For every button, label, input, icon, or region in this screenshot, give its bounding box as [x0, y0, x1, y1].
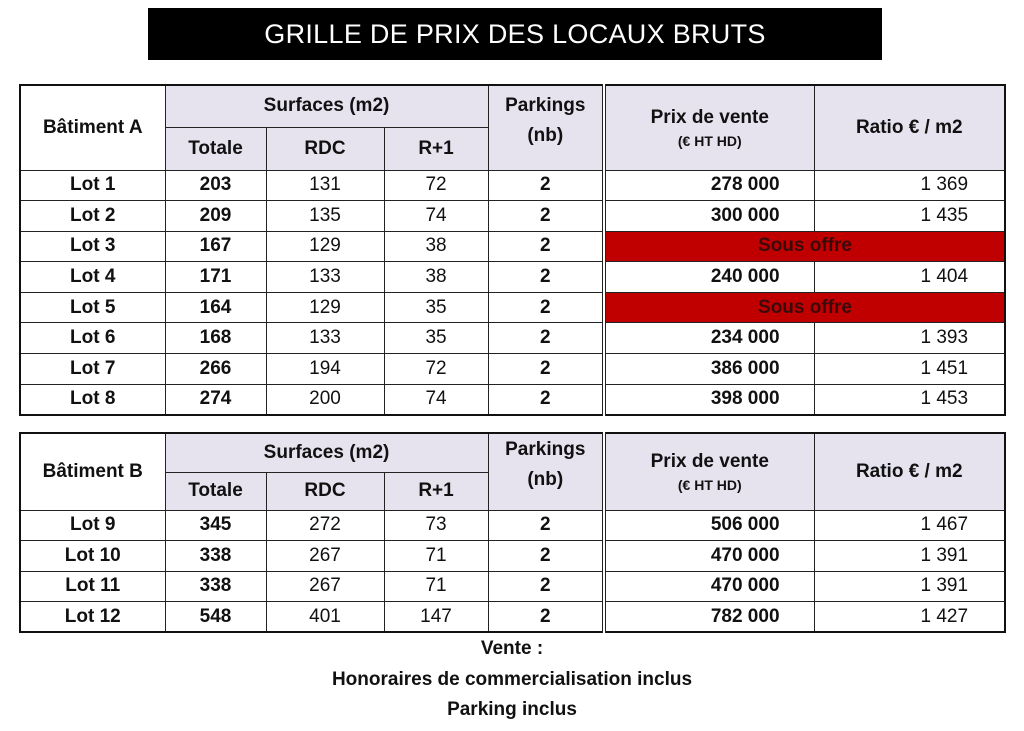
surface-r1: 38	[384, 231, 488, 262]
ratio-value: 1 369	[814, 170, 1005, 201]
parkings-count: 2	[488, 323, 604, 354]
surface-r1: 35	[384, 323, 488, 354]
lot-label: Lot 1	[20, 170, 165, 201]
prix-vente: 470 000	[604, 541, 814, 572]
ratio-value: 1 435	[814, 201, 1005, 232]
ratio-value: 1 404	[814, 262, 1005, 293]
surface-rdc: 135	[266, 201, 384, 232]
prix-vente: 240 000	[604, 262, 814, 293]
surface-totale: 345	[165, 510, 266, 541]
lot-label: Lot 8	[20, 384, 165, 415]
prix-header-line2: (€ HT HD)	[677, 132, 742, 149]
parkings-header-line2: (nb)	[527, 124, 564, 146]
parkings-count: 2	[488, 201, 604, 232]
surface-totale: 274	[165, 384, 266, 415]
prix-header	[604, 433, 814, 510]
surface-totale: 164	[165, 292, 266, 323]
prix-header-line1: Prix de vente	[650, 106, 769, 128]
ratio-value: 1 427	[814, 602, 1005, 633]
parkings-header-line1: Parkings	[505, 438, 586, 460]
surface-totale: 338	[165, 571, 266, 602]
surface-r1: 35	[384, 292, 488, 323]
surface-rdc: 401	[266, 602, 384, 633]
table-row	[20, 201, 1005, 232]
building-b-rows	[20, 510, 1005, 632]
surface-rdc: 200	[266, 384, 384, 415]
surface-rdc: 267	[266, 571, 384, 602]
ratio-value: 1 393	[814, 323, 1005, 354]
table-row	[20, 231, 1005, 262]
parkings-count: 2	[488, 231, 604, 262]
r1-header: R+1	[384, 127, 488, 170]
surface-r1: 72	[384, 354, 488, 385]
lot-label: Lot 11	[20, 571, 165, 602]
table-row	[20, 262, 1005, 293]
lot-label: Lot 12	[20, 602, 165, 633]
prix-vente: 470 000	[604, 571, 814, 602]
surface-totale: 266	[165, 354, 266, 385]
surface-totale: 203	[165, 170, 266, 201]
ratio-value: 1 453	[814, 384, 1005, 415]
sous-offre-badge: Sous offre	[604, 231, 1005, 262]
surface-rdc: 129	[266, 292, 384, 323]
lot-label: Lot 3	[20, 231, 165, 262]
surface-r1: 147	[384, 602, 488, 633]
table-row	[20, 292, 1005, 323]
surface-totale: 171	[165, 262, 266, 293]
surface-totale: 338	[165, 541, 266, 572]
ratio-header: Ratio € / m2	[814, 85, 1005, 170]
surface-rdc: 194	[266, 354, 384, 385]
lot-label: Lot 5	[20, 292, 165, 323]
lot-label: Lot 10	[20, 541, 165, 572]
building-name: Bâtiment A	[20, 85, 165, 170]
parkings-count: 2	[488, 602, 604, 633]
table-row	[20, 354, 1005, 385]
ratio-header: Ratio € / m2	[814, 433, 1005, 510]
surface-totale: 548	[165, 602, 266, 633]
surface-r1: 74	[384, 384, 488, 415]
prix-header	[604, 85, 814, 170]
prix-header-line2: (€ HT HD)	[677, 476, 742, 493]
surface-rdc: 133	[266, 323, 384, 354]
prix-vente: 278 000	[604, 170, 814, 201]
lot-label: Lot 4	[20, 262, 165, 293]
building-a-rows	[20, 170, 1005, 415]
parkings-header-line1: Parkings	[505, 94, 586, 116]
prix-vente: 386 000	[604, 354, 814, 385]
parkings-header-line2: (nb)	[527, 468, 564, 490]
parkings-count: 2	[488, 354, 604, 385]
surface-totale: 209	[165, 201, 266, 232]
table-row	[20, 602, 1005, 633]
rdc-header: RDC	[266, 472, 384, 510]
footer-parking: Parking inclus	[447, 699, 577, 720]
table-row	[20, 384, 1005, 415]
price-table-building-a	[19, 84, 1006, 416]
footer-vente: Vente :	[480, 638, 544, 659]
surface-r1: 71	[384, 541, 488, 572]
lot-label: Lot 7	[20, 354, 165, 385]
surface-totale: 168	[165, 323, 266, 354]
parkings-header	[488, 85, 604, 170]
footer-honoraires: Honoraires de commercialisation inclus	[331, 669, 693, 690]
lot-label: Lot 2	[20, 201, 165, 232]
prix-vente: 782 000	[604, 602, 814, 633]
table-row	[20, 170, 1005, 201]
prix-vente: 300 000	[604, 201, 814, 232]
prix-vente: 506 000	[604, 510, 814, 541]
parkings-count: 2	[488, 541, 604, 572]
surface-rdc: 267	[266, 541, 384, 572]
parkings-count: 2	[488, 384, 604, 415]
prix-vente: 398 000	[604, 384, 814, 415]
rdc-header: RDC	[266, 127, 384, 170]
parkings-header	[488, 433, 604, 510]
surface-rdc: 272	[266, 510, 384, 541]
table-row	[20, 571, 1005, 602]
surfaces-header: Surfaces (m2)	[165, 433, 488, 472]
ratio-value: 1 391	[814, 571, 1005, 602]
ratio-value: 1 467	[814, 510, 1005, 541]
building-name: Bâtiment B	[20, 433, 165, 510]
surface-r1: 73	[384, 510, 488, 541]
parkings-count: 2	[488, 510, 604, 541]
surface-totale: 167	[165, 231, 266, 262]
surface-r1: 71	[384, 571, 488, 602]
totale-header: Totale	[165, 472, 266, 510]
r1-header: R+1	[384, 472, 488, 510]
surfaces-header: Surfaces (m2)	[165, 85, 488, 127]
parkings-count: 2	[488, 571, 604, 602]
parkings-count: 2	[488, 292, 604, 323]
ratio-value: 1 451	[814, 354, 1005, 385]
lot-label: Lot 6	[20, 323, 165, 354]
parkings-count: 2	[488, 262, 604, 293]
table-row	[20, 323, 1005, 354]
price-table-building-b	[19, 432, 1006, 633]
prix-header-line1: Prix de vente	[650, 450, 769, 472]
surface-rdc: 131	[266, 170, 384, 201]
prix-vente: 234 000	[604, 323, 814, 354]
table-row	[20, 541, 1005, 572]
surface-rdc: 133	[266, 262, 384, 293]
parkings-count: 2	[488, 170, 604, 201]
table-row	[20, 510, 1005, 541]
surface-rdc: 129	[266, 231, 384, 262]
surface-r1: 72	[384, 170, 488, 201]
lot-label: Lot 9	[20, 510, 165, 541]
surface-r1: 38	[384, 262, 488, 293]
page-title: GRILLE DE PRIX DES LOCAUX BRUTS	[148, 8, 882, 60]
surface-r1: 74	[384, 201, 488, 232]
totale-header: Totale	[165, 127, 266, 170]
ratio-value: 1 391	[814, 541, 1005, 572]
sous-offre-badge: Sous offre	[604, 292, 1005, 323]
